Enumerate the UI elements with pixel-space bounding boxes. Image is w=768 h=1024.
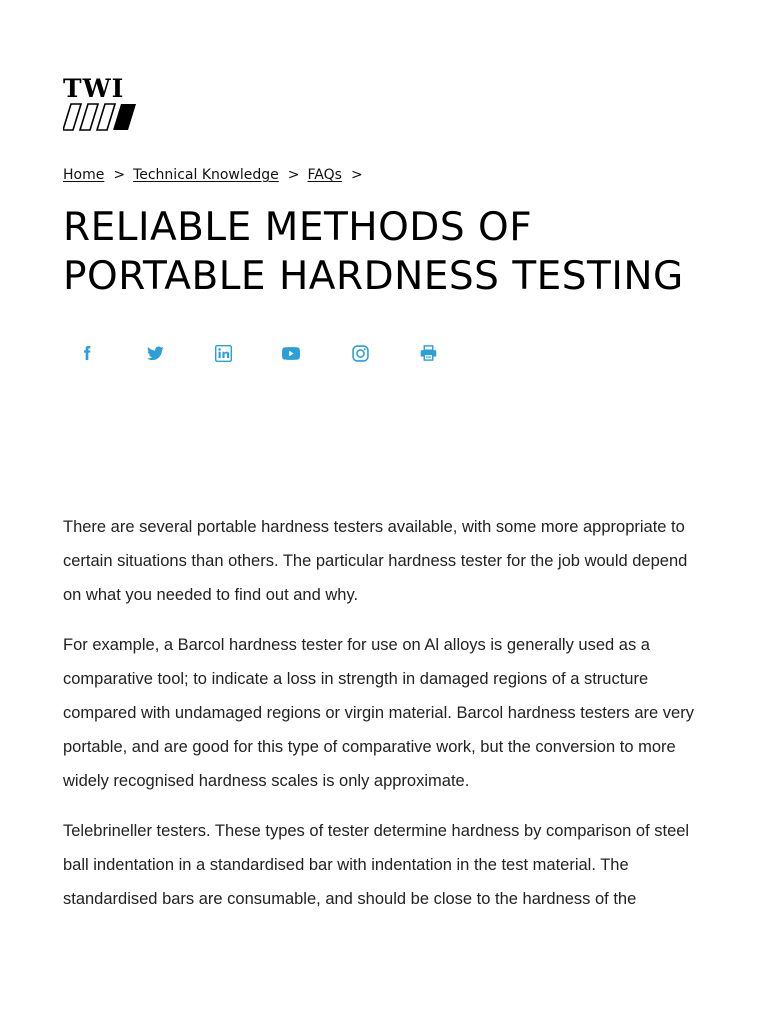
page-title: RELIABLE METHODS OF PORTABLE HARDNESS TESTING [63,205,684,299]
breadcrumb-technical-knowledge-link[interactable]: Technical Knowledge [133,167,279,183]
breadcrumb-separator: > [287,167,300,183]
twitter-share-button[interactable] [131,335,179,371]
twi-logo[interactable] [63,76,137,132]
linkedin-icon [215,345,232,362]
article-paragraph: There are several portable hardness testers available, with some more appropriate to certain situations than others. The particular hardness tester for the job would depend on what you needed to find out and why. [63,518,688,604]
youtube-icon [282,347,300,360]
facebook-icon [79,345,95,361]
breadcrumb-home-link[interactable]: Home [63,167,105,183]
breadcrumb-faqs-link[interactable]: FAQs [307,167,342,183]
twitter-icon [147,346,164,361]
print-icon [420,345,437,361]
article-paragraph: Telebrineller testers. These types of tester determine hardness by comparison of steel ball indentation in a standardised bar with indentation in the test material. The standardised bars are consumable, and should be close to the hardness of the [63,822,690,908]
article-paragraph: For example, a Barcol hardness tester for use on Al alloys is generally used as a comparative tool; to indicate a loss in strength in damaged regions of a structure compared with undamaged regions or virgin material. Barcol hardness testers are very portable, and are good for this type of comparative work, but the conversion to more widely recognised hardness scales is only approximate. [63,636,694,790]
share-bar [63,335,483,371]
article-body [63,510,708,932]
logo-text: TWI [63,74,125,103]
breadcrumb [63,165,371,185]
print-button[interactable] [404,335,452,371]
youtube-share-button[interactable] [267,335,315,371]
linkedin-share-button[interactable] [199,335,247,371]
breadcrumb-separator: > [350,167,363,183]
instagram-icon [352,345,369,362]
breadcrumb-separator: > [113,167,126,183]
facebook-share-button[interactable] [63,335,111,371]
instagram-share-button[interactable] [336,335,384,371]
logo-stripes-icon [63,103,137,131]
